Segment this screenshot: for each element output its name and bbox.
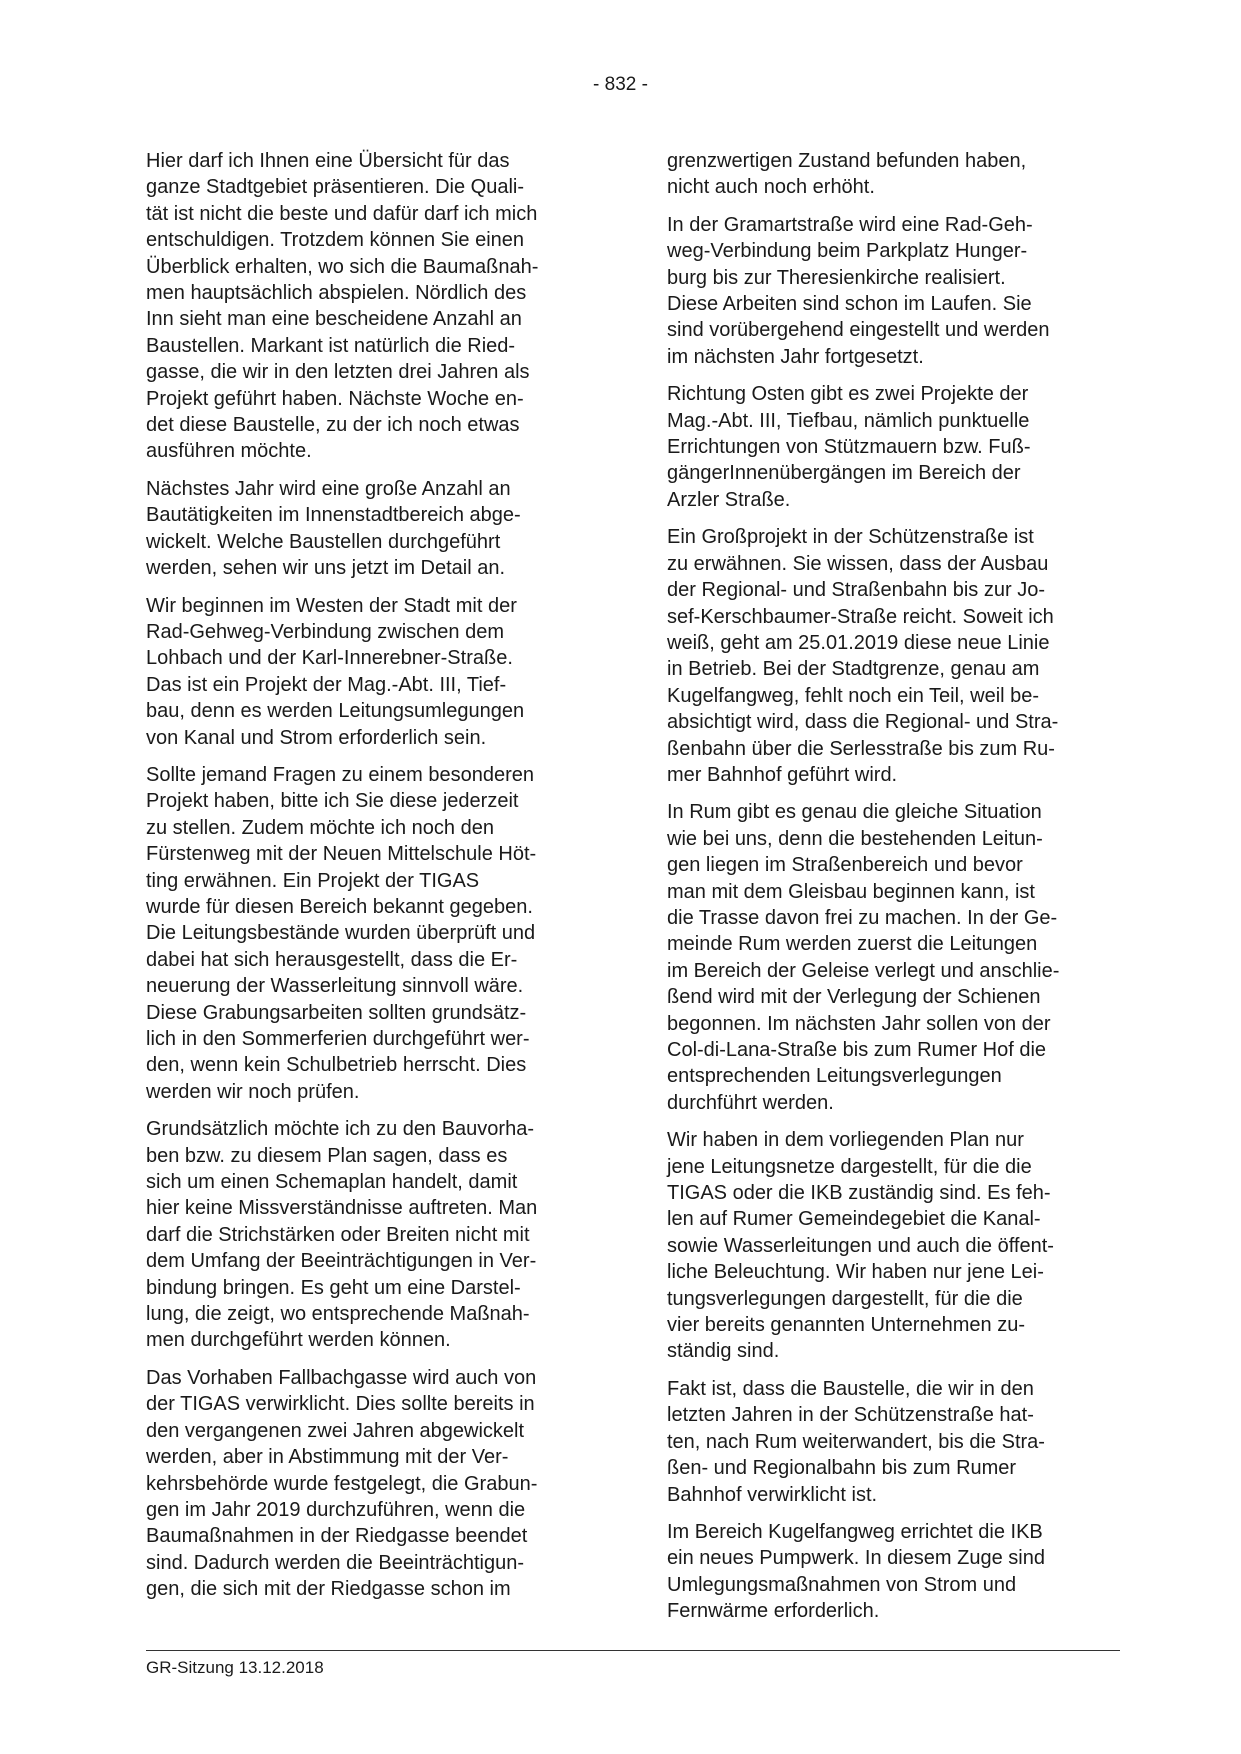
paragraph: grenzwertigen Zustand befunden haben, nicht auch noch erhöht. [667,150,1027,199]
paragraph: Ein Großprojekt in der Schützenstraße ist zu erwähnen. Sie wissen, dass der Ausbau der Regional- und Straßenbahn bis zur Jo- sef-Kerschbaumer-Straße reicht. Soweit ich weiß, geht am 25.01.2019 diese neue Linie in Betrieb. Bei der Stadtgrenze, genau am Kugelfangweg, fehlt noch ein Teil, weil be- absichtigt wird, dass die Regional- und Stra- ßenbahn über die Serlesstraße bis zum Ru- mer Bahnhof geführt wird. [667,526,1059,786]
page-number: - 832 - [593,74,648,95]
paragraph: Hier darf ich Ihnen eine Übersicht für das ganze Stadtgebiet präsentieren. Die Quali- tät ist nicht die beste und dafür darf ich mich entschuldigen. Trotzdem können Sie einen Überblick erhalten, wo sich die Baumaßnah- men hauptsächlich abspielen. Nördlich des Inn sieht man eine bescheidene Anzahl an Baustellen. Markant ist natürlich die Ried- gasse, die wir in den letzten drei Jahren als Projekt geführt haben. Nächste Woche en- det diese Baustelle, zu der ich noch etwas ausführen möchte. [146,150,539,463]
paragraph: Nächstes Jahr wird eine große Anzahl an Bautätigkeiten im Innenstadtbereich abge- wickelt. Welche Baustellen durchgeführt werden, sehen wir uns jetzt im Detail an. [146,477,521,580]
paragraph: In der Gramartstraße wird eine Rad-Geh- weg-Verbindung beim Parkplatz Hunger- burg bis zur Theresienkirche realisiert. Diese Arbeiten sind schon im Laufen. Sie sind vorübergehend eingestellt und werden im nächsten Jahr fortgesetzt. [667,213,1050,368]
footer-text: GR-Sitzung 13.12.2018 [146,1658,324,1677]
paragraph: Grundsätzlich möchte ich zu den Bauvorha- ben bzw. zu diesem Plan sagen, dass es sich um einen Schemaplan handelt, damit hier keine Missverständnisse auftreten. Man darf die Strichstärken oder Breiten nicht mit dem Umfang der Beeinträchtigungen in Ver- bindung bringen. Es geht um eine Darstel- lung, die zeigt, wo entsprechende Maßnah- men durchgeführt werden können. [146,1118,538,1352]
left-column [146,148,571,1614]
paragraph: Das Vorhaben Fallbachgasse wird auch von der TIGAS verwirklicht. Dies sollte bereits in den vergangenen zwei Jahren abgewickelt werden, aber in Abstimmung mit der Ver- kehrsbehörde wurde festgelegt, die Grabun- gen im Jahr 2019 durchzuführen, wenn die Baumaßnahmen in der Riedgasse beendet sind. Dadurch werden die Beeinträchtigun- gen, die sich mit der Riedgasse schon im [146,1366,538,1601]
paragraph: Wir beginnen im Westen der Stadt mit der Rad-Gehweg-Verbindung zwischen dem Lohbach und der Karl-Innerebner-Straße. Das ist ein Projekt der Mag.-Abt. III, Tief- bau, denn es werden Leitungsumlegungen von Kanal und Strom erforderlich sein. [146,594,525,749]
paragraph: Richtung Osten gibt es zwei Projekte der Mag.-Abt. III, Tiefbau, nämlich punktuelle Errichtungen von Stützmauern bzw. Fuß- gängerInnenübergängen im Bereich der Arzler Straße. [667,383,1031,511]
paragraph: Im Bereich Kugelfangweg errichtet die IKB ein neues Pumpwerk. In diesem Zuge sind Umlegungsmaßnahmen von Strom und Fernwärme erforderlich. [667,1520,1045,1623]
paragraph: In Rum gibt es genau die gleiche Situation wie bei uns, denn die bestehenden Leitun- gen liegen im Straßenbereich und bevor man mit dem Gleisbau beginnen kann, ist die Trasse davon frei zu machen. In der Ge- meinde Rum werden zuerst die Leitungen im Bereich der Geleise verlegt und anschlie- ßend wird mit der Verlegung der Schienen begonnen. Im nächsten Jahr sollen von der Col-di-Lana-Straße bis zum Rumer Hof die entsprechenden Leitungsverlegungen durchführt werden. [667,801,1060,1114]
paragraph: Fakt ist, dass die Baustelle, die wir in den letzten Jahren in der Schützenstraße hat- ten, nach Rum weiterwandert, bis die Stra- ßen- und Regionalbahn bis zum Rumer Bahnhof verwirklicht ist. [667,1377,1045,1506]
footer-divider [146,1650,1120,1651]
paragraph: Sollte jemand Fragen zu einem besonderen Projekt haben, bitte ich Sie diese jederzeit zu stellen. Zudem möchte ich noch den Fürstenweg mit der Neuen Mittelschule Höt- ting erwähnen. Ein Projekt der TIGAS wurde für diesen Bereich bekannt gegeben. Die Leitungsbestände wurden überprüft und dabei hat sich herausgestellt, dass die Er- neuerung der Wasserleitung sinnvoll wäre. Diese Grabungsarbeiten sollten grundsätz- lich in den Sommerferien durchgeführt wer- den, wenn kein Schulbetrieb herrscht. Dies werden wir noch prüfen. [146,763,537,1103]
paragraph: Wir haben in dem vorliegenden Plan nur jene Leitungsnetze dargestellt, für die die TIGAS oder die IKB zuständig sind. Es feh- len auf Rumer Gemeindegebiet die Kanal- sowie Wasserleitungen und auch die öffent- liche Beleuchtung. Wir haben nur jene Lei- tungsverlegungen dargestellt, für die die vier bereits genannten Unternehmen zu- ständig sind. [667,1129,1054,1363]
right-column [667,148,1092,1636]
